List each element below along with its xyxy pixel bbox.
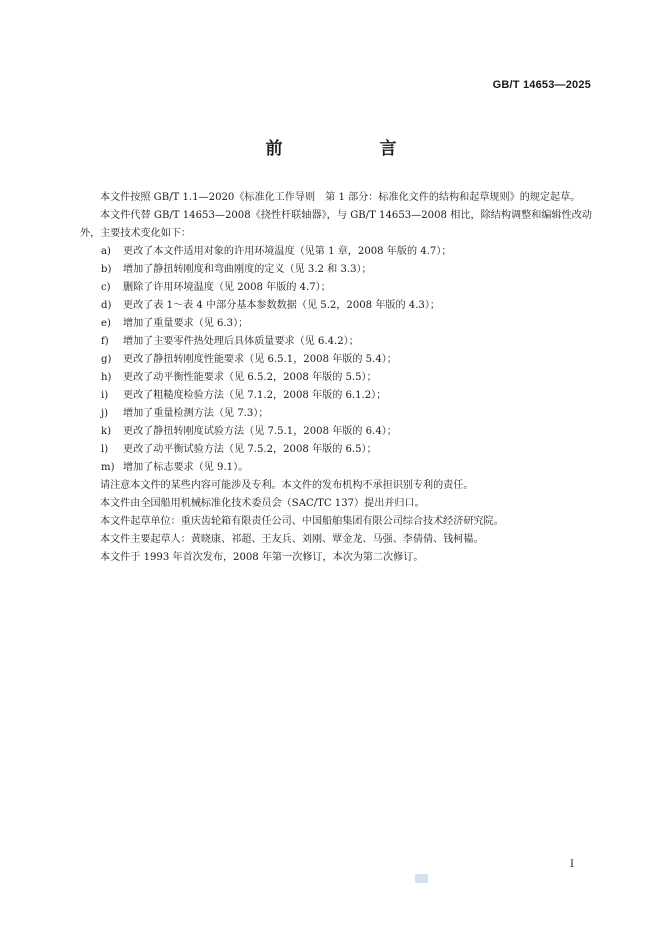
list-item [80,423,592,441]
list-item-text: 增加了静扭转刚度和弯曲刚度的定义（见 3.2 和 3.3）； [123,264,372,275]
list-item [80,243,592,261]
list-item [80,279,592,297]
page-title: 前 言 [265,139,437,159]
list-item [80,315,592,333]
list-item-text: 更改了静扭转刚度性能要求（见 6.5.1，2008 年版的 5.4）； [123,354,397,365]
list-marker: a) [101,246,111,257]
changes-list [80,243,592,477]
list-item [80,333,592,351]
list-marker: i) [101,390,109,401]
list-marker: l) [101,444,109,455]
list-marker: f) [101,336,109,347]
document-body [80,189,592,567]
list-item-text: 更改了静扭转刚度试验方法（见 7.5.1，2008 年版的 6.4）； [123,426,397,437]
proposer-paragraph: 本文件由全国船用机械标准化技术委员会（SAC/TC 137）提出并归口。 [100,498,425,509]
list-item [80,387,592,405]
list-marker: h) [101,372,112,383]
list-marker: b) [101,264,112,275]
list-item-text: 更改了粗糙度检验方法（见 7.1.2，2008 年版的 6.1.2）； [123,390,387,401]
list-item-text: 删除了许用环境温度（见 2008 年版的 4.7）； [123,282,331,293]
list-marker: m) [101,462,115,473]
intro-paragraph-2: 本文件代替 GB/T 14653—2008《挠性杆联轴器》，与 GB/T 14653—2008 相比，除结构调整和编辑性改动外，主要技术变化如下： [80,210,592,239]
list-item [80,459,592,477]
page-number: I [570,859,574,870]
list-item [80,441,592,459]
list-item [80,369,592,387]
history-paragraph: 本文件于 1993 年首次发布，2008 年第一次修订，本次为第二次修订。 [100,552,424,563]
list-item-text: 更改了动平衡试验方法（见 7.5.2，2008 年版的 6.5）； [123,444,377,455]
list-item-text: 更改了动平衡性能要求（见 6.5.2，2008 年版的 5.5）； [123,372,377,383]
list-item [80,261,592,279]
list-marker: g) [101,354,112,365]
drafters-paragraph: 本文件主要起草人：黄晓康、祁超、王友兵、刘刚、覃金龙、马强、李倩倩、钱柯韫。 [100,534,484,545]
list-marker: c) [101,282,111,293]
watermark-icon [415,874,428,883]
patent-notice: 请注意本文件的某些内容可能涉及专利。本文件的发布机构不承担识别专利的责任。 [100,480,474,491]
intro-paragraph-1: 本文件按照 GB/T 1.1—2020《标准化工作导则 第 1 部分：标准化文件的结构和起草规则》的规定起草。 [100,192,581,203]
list-item [80,405,592,423]
list-item-text: 增加了重量检测方法（见 7.3）； [123,408,269,419]
list-item-text: 增加了主要零件热处理后具体质量要求（见 6.4.2）； [123,336,359,347]
list-marker: k) [101,426,112,437]
list-item [80,297,592,315]
drafting-units-paragraph: 本文件起草单位：重庆齿轮箱有限责任公司、中国船舶集团有限公司综合技术经济研究院。 [100,516,504,527]
list-item-text: 更改了表 1～表 4 中部分基本参数数据（见 5.2，2008 年版的 4.3）； [123,300,440,311]
list-item-text: 增加了标志要求（见 9.1）。 [123,462,249,473]
list-marker: e) [101,318,111,329]
document-code: GB/T 14653—2025 [492,79,591,91]
list-item-text: 更改了本文件适用对象的许用环境温度（见第 1 章，2008 年版的 4.7）； [123,246,452,257]
list-item-text: 增加了重量要求（见 6.3）； [123,318,249,329]
list-item [80,351,592,369]
list-marker: d) [101,300,112,311]
list-marker: j) [101,408,109,419]
